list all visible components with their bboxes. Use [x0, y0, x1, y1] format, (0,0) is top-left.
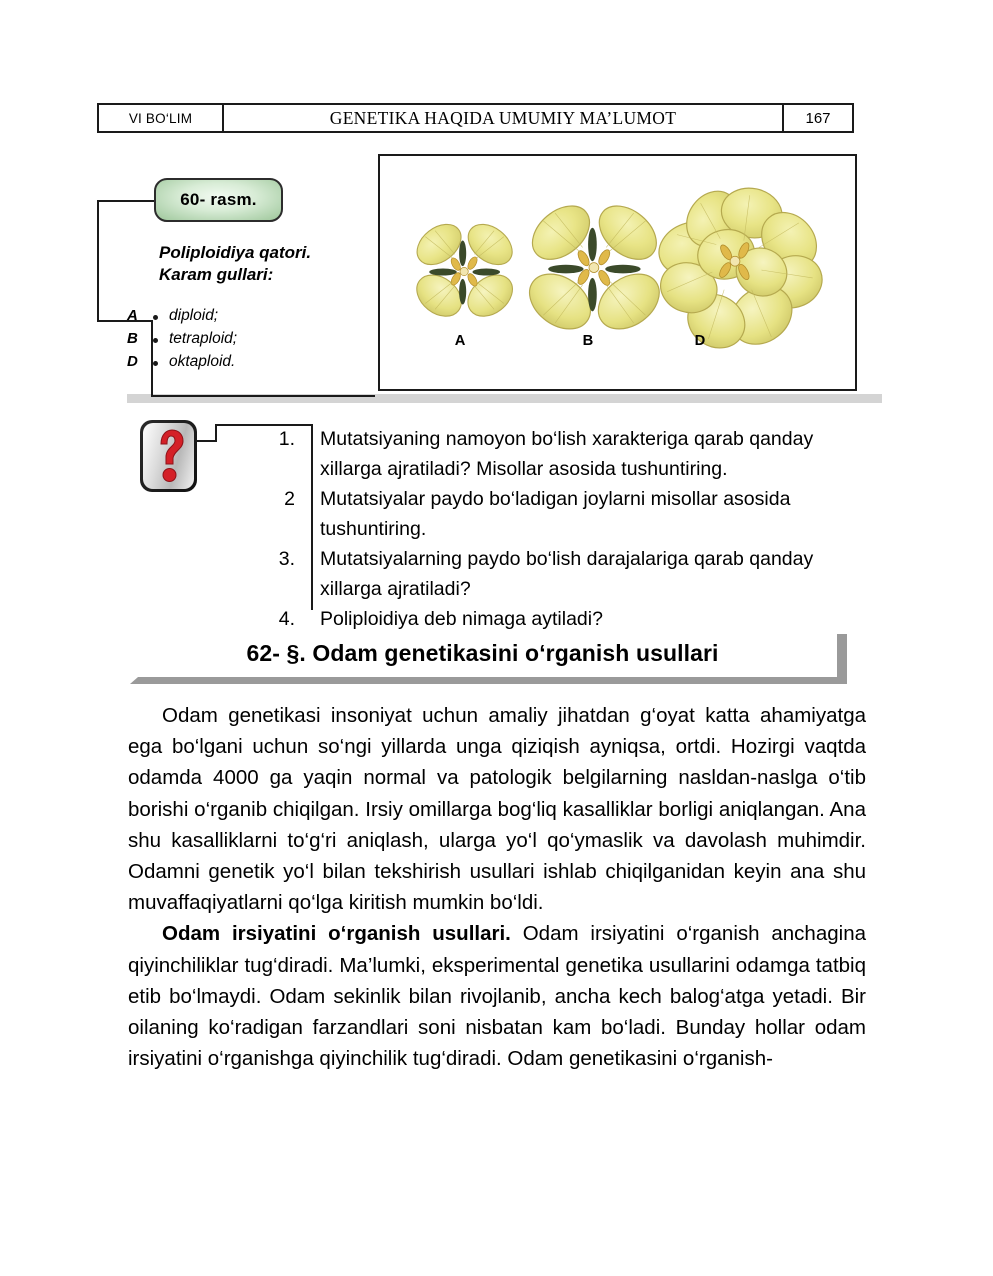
paragraph-2	[128, 918, 866, 1074]
figure-number-badge	[154, 178, 283, 222]
legend-item	[127, 353, 375, 376]
question-number: 1.	[278, 428, 295, 450]
paragraph-1	[128, 700, 866, 918]
flower-b-tetraploid	[519, 195, 670, 340]
section-heading-box	[130, 631, 835, 675]
flower-label-d: D	[694, 332, 706, 349]
flower-label-b: B	[582, 332, 594, 349]
question-text: Mutatsiyalar paydo bo‘ladigan joylarni misollar asosida tushuntiring.	[320, 488, 791, 540]
question-item	[140, 484, 870, 544]
body-content	[128, 700, 866, 1074]
legend-item	[127, 330, 375, 353]
header-chapter-title: GENETIKA HAQIDA UMUMIY MA’LUMOT	[224, 105, 784, 131]
legend-key: B	[127, 330, 138, 347]
figure-caption-column	[97, 152, 375, 397]
question-number: 4.	[278, 608, 295, 630]
review-questions	[140, 418, 870, 630]
question-number: 2	[284, 488, 295, 510]
flower-a-diploid	[409, 216, 521, 325]
running-header	[97, 103, 854, 133]
section-heading-text: 62- §. Odam genetikasini o‘rganish usullari	[246, 639, 719, 666]
figure-legend	[127, 307, 375, 376]
header-section-label: VI BO‘LIM	[99, 105, 224, 131]
flower-d-oktaploid	[652, 181, 830, 358]
heading-shadow-right	[837, 634, 847, 678]
cabbage-flowers-illustration	[380, 156, 855, 389]
legend-item	[127, 307, 375, 330]
question-item	[140, 544, 870, 604]
figure-caption-title	[159, 242, 374, 286]
flower-label-a: A	[454, 332, 466, 349]
legend-value: tetraploid;	[169, 330, 238, 347]
legend-key: A	[127, 307, 138, 324]
question-list	[140, 424, 870, 634]
question-text: Mutatsiyaning namoyon bo‘lish xarakteriga qarab qanday xillarga ajratiladi? Misollar asosida tushuntiring.	[320, 428, 814, 480]
figure-caption-line-1: Poliploidiya qatori.	[159, 243, 312, 262]
paragraph-1-text: Odam genetikasi insoniyat uchun amaliy jihatdan g‘oyat katta ahamiyatga ega bo‘lgani uchun so‘ngi yillarda unga qiziqish ayniqsa, ortdi. Hozirgi vaqtda odamda 4000 ga yaqin normal va patologik belgilarning nasldan-naslga o‘tib borishi o‘rganib chiqilgan. Irsiy omillarga bog‘liq kasalliklar borligi aniqlangan. Ana shu kasalliklarni to‘g‘ri aniqlash, ularga yo‘l qo‘ymaslik va davolash muhimdir. Odamni genetik yo‘l bilan tekshirish usullari ishlab chiqilganidan keyin ana shu muvaffaqiyatlarni qo‘lga kiritish mumkin bo‘ldi.	[128, 704, 866, 915]
legend-value: oktaploid.	[169, 353, 236, 370]
legend-value: diploid;	[169, 307, 219, 324]
figure-image-frame	[378, 154, 857, 391]
section-heading	[130, 631, 865, 689]
heading-shadow-bottom	[138, 677, 847, 684]
figure-60	[97, 152, 857, 397]
figure-number-text: 60- rasm.	[180, 190, 257, 209]
question-number: 3.	[278, 548, 295, 570]
bracket-line-vertical	[97, 200, 99, 322]
figure-caption-line-2: Karam gullari:	[159, 265, 274, 284]
question-item	[140, 604, 870, 634]
legend-key: D	[127, 353, 138, 370]
page-number: 167	[805, 109, 831, 127]
paragraph-2-text: Odam irsiyatini o‘rganish anchagina qiyinchiliklar tug‘diradi. Ma’lumki, eksperimental genetika usullarini odamga tatbiq etib bo‘lmaydi. Odam sekinlik bilan rivojlanib, ancha kech balog‘atga yetadi. Bir oilaning ko‘radigan farzandlari soni nisbatan kam bo‘ladi. Bunday hollar odam irsiyatini o‘rganishga qiyinchilik tug‘diradi. Odam genetikasini o‘rganish-	[128, 922, 866, 1071]
paragraph-2-lead: Odam irsiyatini o‘rganish usullari.	[162, 922, 511, 946]
question-text: Mutatsiyalarning paydo bo‘lish darajalariga qarab qanday xillarga ajratiladi?	[320, 548, 814, 600]
question-item	[140, 424, 870, 484]
bracket-line-foot	[151, 395, 375, 397]
question-text: Poliploidiya deb nimaga aytiladi?	[320, 608, 603, 630]
